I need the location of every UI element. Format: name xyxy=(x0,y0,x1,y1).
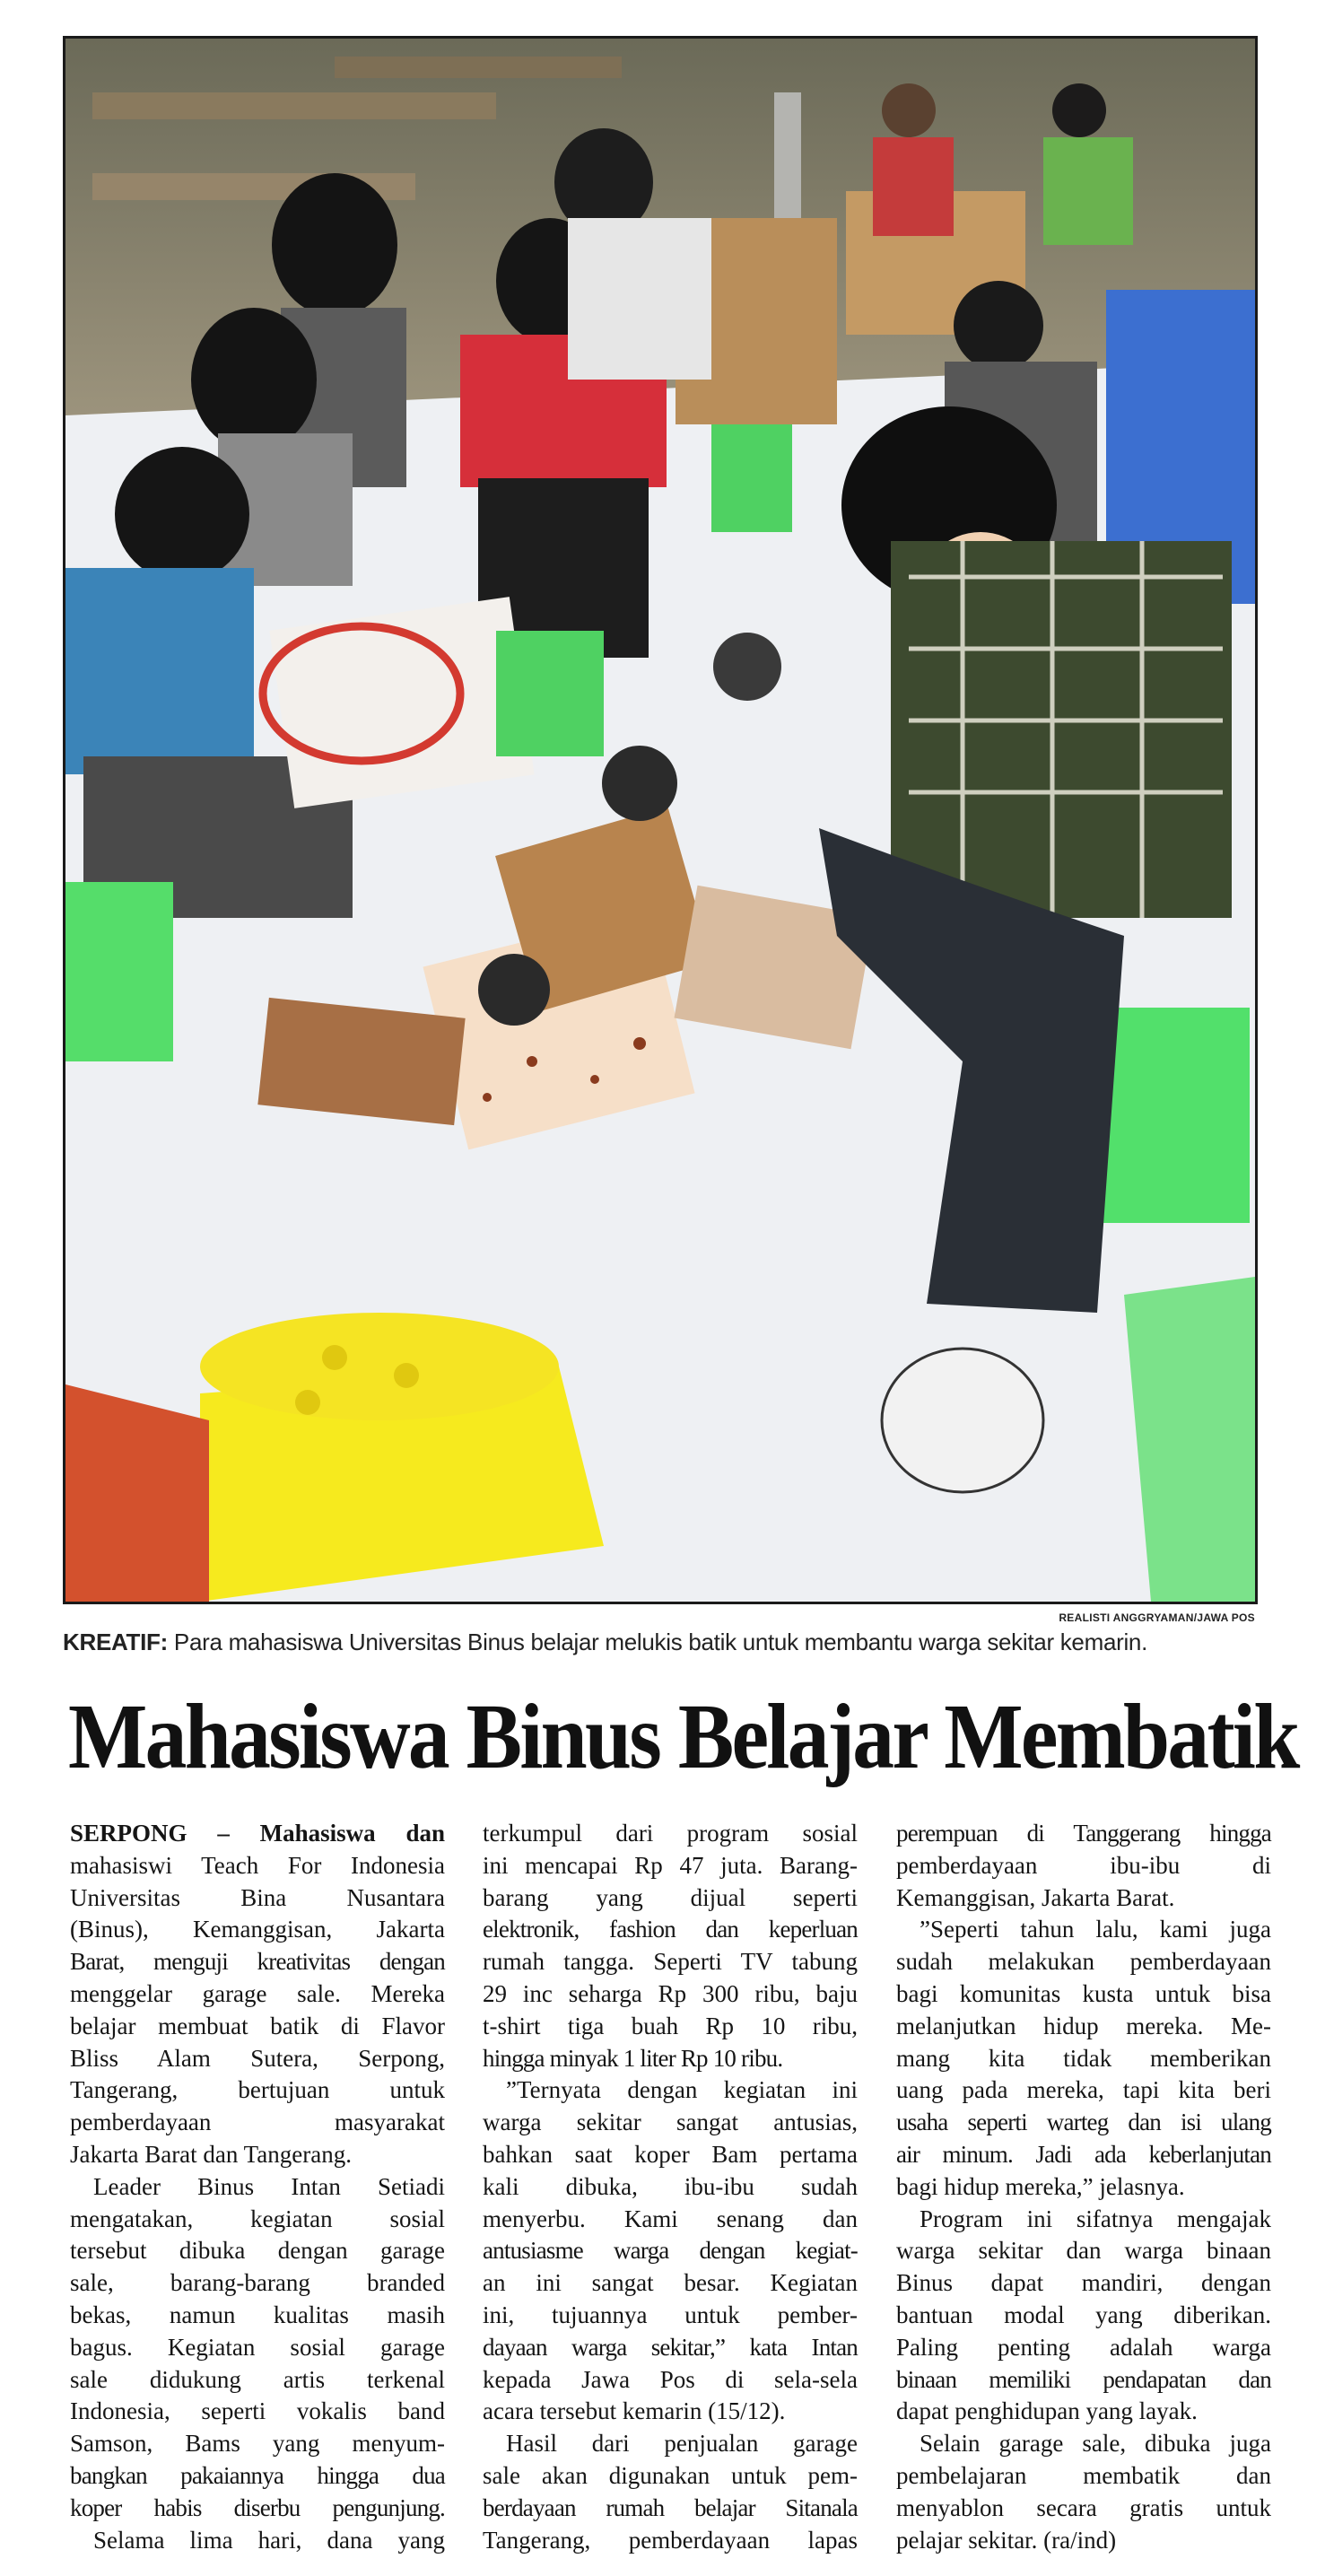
text-line: Barat, menguji kreativitas dengan xyxy=(70,1948,445,1976)
text-line: t-shirt tiga buah Rp 10 ribu, xyxy=(483,2012,858,2039)
person xyxy=(272,173,397,317)
text-line: pembelajaran membatik dan xyxy=(896,2461,1271,2489)
text-line: sudah melakukan pemberdayaan xyxy=(896,1948,1271,1976)
text-line: tersebut dibuka dengan garage xyxy=(70,2237,445,2265)
text-line: antusiasme warga dengan kegiat- xyxy=(483,2237,858,2265)
text-line: Paling penting adalah warga xyxy=(896,2333,1271,2361)
text-line: (Binus), Kemanggisan, Jakarta xyxy=(70,1916,445,1943)
text-line: Program ini sifatnya mengajak xyxy=(920,2205,1271,2232)
text-line: koper habis diserbu pengunjung. xyxy=(70,2493,445,2521)
text-line xyxy=(70,1818,445,1850)
text-line: Binus dapat mandiri, dengan xyxy=(896,2269,1271,2297)
text-line: barang yang dijual seperti xyxy=(483,1883,858,1911)
text-line: Leader Binus Intan Setiadi xyxy=(93,2172,445,2200)
article-column-1 xyxy=(70,1818,445,2556)
text-line: Samson, Bams yang menyum- xyxy=(70,2430,445,2458)
text-line: Bliss Alam Sutera, Serpong, xyxy=(70,2044,445,2072)
text-line: kepada Jawa Pos di sela-sela xyxy=(483,2365,858,2393)
text-line: ”Seperti tahun lalu, kami juga xyxy=(920,1916,1271,1943)
green-stool xyxy=(496,631,604,756)
text-line: melanjutkan hidup mereka. Me- xyxy=(896,2012,1271,2039)
text-line: bantuan modal yang diberikan. xyxy=(896,2301,1271,2328)
text-line: elektronik, fashion dan keperluan xyxy=(483,1916,858,1943)
text-line: mahasiswi Teach For Indonesia xyxy=(70,1851,445,1879)
caption-text: Para mahasiswa Universitas Binus belajar melukis batik untuk membantu warga sekitar kemarin. xyxy=(168,1629,1148,1655)
article-column-2 xyxy=(483,1818,858,2556)
text-line: warga sekitar dan warga binaan xyxy=(896,2237,1271,2265)
text-line: Hasil dari penjualan garage xyxy=(506,2430,858,2458)
text-line: Tangerang, pemberdayaan lapas xyxy=(483,2526,858,2554)
text-line: hingga minyak 1 liter Rp 10 ribu. xyxy=(483,2044,783,2072)
text-line: sale akan digunakan untuk pem- xyxy=(483,2461,858,2489)
text-line: mang kita tidak memberikan xyxy=(896,2044,1271,2072)
text-line: pemberdayaan masyarakat xyxy=(70,2109,445,2136)
text-line: terkumpul dari program sosial xyxy=(483,1820,858,1847)
dateline-line: SERPONG – Mahasiswa dan xyxy=(70,1820,445,1847)
text-line: mengatakan, kegiatan sosial xyxy=(70,2205,445,2232)
table xyxy=(92,92,496,119)
headline: Mahasiswa Binus Belajar Membatik xyxy=(68,1685,1298,1788)
text-line: kali dibuka, ibu-ibu sudah xyxy=(483,2172,858,2200)
text-line: Tangerang, bertujuan untuk xyxy=(70,2076,445,2104)
text-line: dapat penghidupan yang layak. xyxy=(896,2397,1198,2425)
text-line: 29 inc seharga Rp 300 ribu, baju xyxy=(483,1979,858,2007)
text-line: pemberdayaan ibu-ibu di xyxy=(896,1851,1271,1879)
text-line: dayaan warga sekitar,” kata Intan xyxy=(483,2333,858,2361)
text-line: Indonesia, seperti vokalis band xyxy=(70,2397,445,2425)
text-line: menyerbu. Kami senang dan xyxy=(483,2205,858,2232)
text-line: ini mencapai Rp 47 juta. Barang- xyxy=(483,1851,858,1879)
photo-caption xyxy=(63,1629,1265,1656)
red-mat xyxy=(65,1384,209,1602)
boy-blue-shirt xyxy=(65,568,254,774)
text-line: bangkan pakaiannya hingga dua xyxy=(70,2461,445,2489)
text-line: Selama lima hari, dana yang xyxy=(93,2526,445,2554)
shoe xyxy=(882,1349,1043,1492)
text-line: binaan memiliki pendapatan dan xyxy=(896,2365,1271,2393)
text-line: acara tersebut kemarin (15/12). xyxy=(483,2397,786,2425)
text-line: pelajar sekitar. (ra/ind) xyxy=(896,2526,1117,2554)
news-photo xyxy=(63,36,1258,1604)
text-line: ”Ternyata dengan kegiatan ini xyxy=(506,2076,858,2104)
text-line: bagi hidup mereka,” jelasnya. xyxy=(896,2172,1185,2200)
text-line: warga sekitar sangat antusias, xyxy=(483,2109,858,2136)
text-line: bekas, namun kualitas masih xyxy=(70,2301,445,2328)
article-column-3 xyxy=(896,1818,1271,2556)
text-line: rumah tangga. Seperti TV tabung xyxy=(483,1948,858,1976)
text-line: an ini sangat besar. Kegiatan xyxy=(483,2269,858,2297)
text-line: bagi komunitas kusta untuk bisa xyxy=(896,1979,1271,2007)
text-line: berdayaan rumah belajar Sitanala xyxy=(483,2493,858,2521)
text-line: Selain garage sale, dibuka juga xyxy=(920,2430,1271,2458)
text-line: Jakarta Barat dan Tangerang. xyxy=(70,2140,352,2168)
text-line: usaha seperti warteg dan isi ulang xyxy=(896,2109,1271,2136)
text-line: air minum. Jadi ada keberlanjutan xyxy=(896,2140,1271,2168)
text-line: sale didukung artis terkenal xyxy=(70,2365,445,2393)
text-line: menyablon secara gratis untuk xyxy=(896,2493,1271,2521)
text-line: Kemanggisan, Jakarta Barat. xyxy=(896,1883,1175,1911)
text-line: menggelar garage sale. Mereka xyxy=(70,1979,445,2007)
text-line: Universitas Bina Nusantara xyxy=(70,1883,445,1911)
batik-workshop-illustration xyxy=(65,39,1255,1602)
text-line: uang pada mereka, tapi kita beri xyxy=(896,2076,1271,2104)
text-line: sale, barang-barang branded xyxy=(70,2269,445,2297)
caption-lead: KREATIF: xyxy=(63,1629,168,1655)
photo-credit: REALISTI ANGGRYAMAN/JAWA POS xyxy=(1059,1611,1255,1624)
text-line: perempuan di Tanggerang hingga xyxy=(896,1820,1271,1847)
text-line: belajar membuat batik di Flavor xyxy=(70,2012,445,2039)
text-line: bagus. Kegiatan sosial garage xyxy=(70,2333,445,2361)
text-line: bahkan saat koper Bam pertama xyxy=(483,2140,858,2168)
text-line: ini, tujuannya untuk pember- xyxy=(483,2301,858,2328)
